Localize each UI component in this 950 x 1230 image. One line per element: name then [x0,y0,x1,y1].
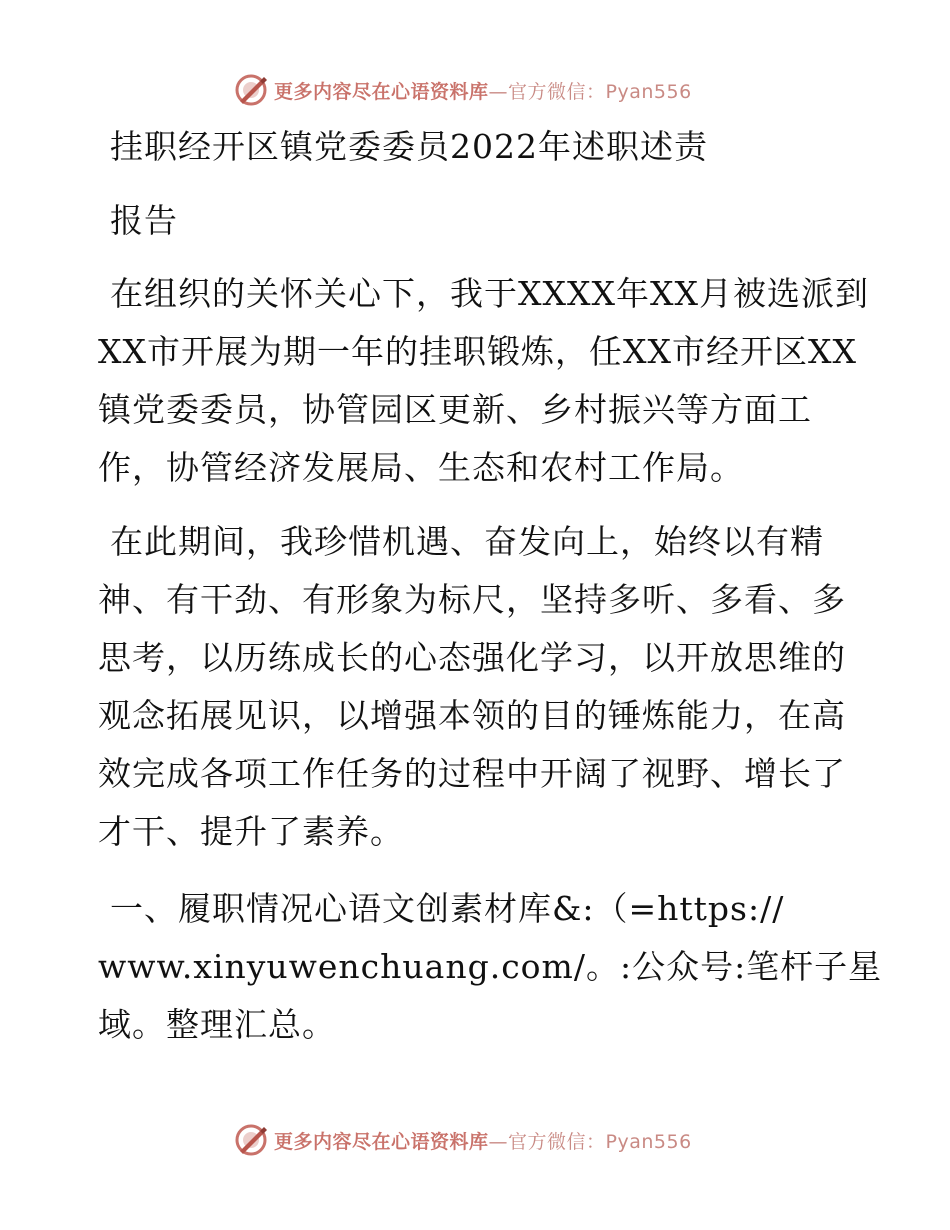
section1-heading-line-2: www.xinyuwenchuang.com/。:公众号:笔杆子星 [98,947,883,986]
paragraph2-line-2: 神、有干劲、有形象为标尺，坚持多听、多看、多 [98,580,846,619]
pen-seal-logo-icon [234,73,268,107]
watermark-text [274,1127,692,1154]
section1-heading-line-1: 一、履职情况心语文创素材库&:（=https:// [110,889,785,928]
watermark-text [274,77,692,104]
document-title-line-2: 报告 [110,201,178,240]
footer-watermark [234,1123,692,1157]
paragraph2-line-1: 在此期间，我珍惜机遇、奋发向上，始终以有精 [110,522,824,561]
pen-seal-logo-icon [234,1123,268,1157]
paragraph2-line-6: 才干、提升了素养。 [98,812,404,851]
paragraph1-line-4: 作，协管经济发展局、生态和农村工作局。 [98,448,744,487]
document-title-line-1: 挂职经开区镇党委委员2022年述职述责 [110,127,708,166]
paragraph1-line-1: 在组织的关怀关心下，我于XXXX年XX月被选派到 [110,274,869,313]
paragraph2-line-3: 思考，以历练成长的心态强化学习，以开放思维的 [98,638,846,677]
watermark-brand: 更多内容尽在心语资料库 [274,1130,489,1153]
paragraph2-line-5: 效完成各项工作任务的过程中开阔了视野、增长了 [98,754,846,793]
watermark-contact: —官方微信：Pyan556 [488,1130,692,1153]
section1-heading-line-3: 域。整理汇总。 [98,1005,336,1044]
paragraph2-line-4: 观念拓展见识，以增强本领的目的锤炼能力，在高 [98,696,846,735]
paragraph1-line-2: XX市开展为期一年的挂职锻炼，任XX市经开区XX [98,332,857,371]
paragraph1-line-3: 镇党委委员，协管园区更新、乡村振兴等方面工 [98,390,812,429]
watermark-brand: 更多内容尽在心语资料库 [274,80,489,103]
header-watermark [234,73,692,107]
watermark-contact: —官方微信：Pyan556 [488,80,692,103]
